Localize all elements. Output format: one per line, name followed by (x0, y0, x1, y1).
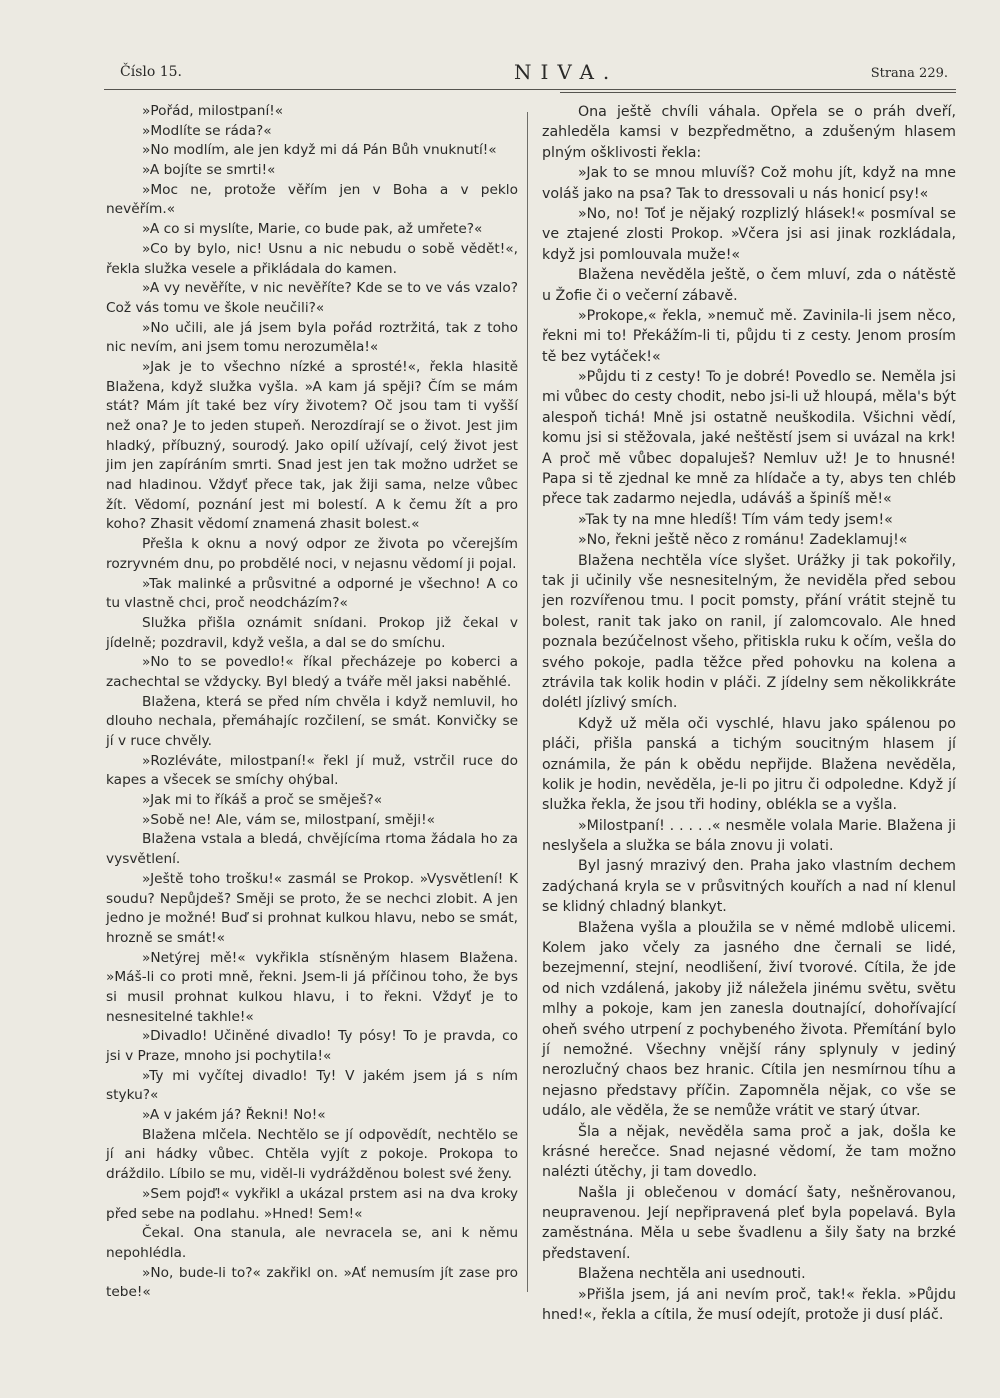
paragraph: »A co si myslíte, Marie, co bude pak, až umřete?« (142, 221, 483, 238)
paragraph: »Ještě toho trošku!« zasmál se Prokop. »Vysvětlení! K soudu? Nepůjdeš? Směji se proto, že se nechci zlobit. A jen jedno je možné! Buď si prohnat kulkou hlavu, nebo se smát, hrozně se smát!« (106, 870, 518, 946)
issue-number: Číslo 15. (120, 64, 182, 80)
paragraph: »Jak mi to říkáš a proč se směješ?« (142, 792, 383, 809)
paragraph: »Sobě ne! Ale, vám se, milostpaní, směji!« (142, 811, 435, 828)
paragraph: »No, řekni ještě něco z románu! Zadeklamuj!« (578, 532, 908, 549)
paragraph: »Jak je to všechno nízké a sprosté!«, řekla hlasitě Blažena, když služka vyšla. »A kam já spěji? Čím se mám stát? Mám jít také bez víry životem? Oč jsou tam ti vyšší než ona? Je to jeden stupeň. Nerozdírají se o život. Jest jim hladký, příbuzný, sourodý. Jako opilí užívají, celý život jest jim jen zapíráním smrti. Snad jest jen tak možno udržet se nad hladinou. Vždyť přece tak, jak žiji sama, nelze vůbec žít. Vědomí, poznání jest mi bolestí. A k čemu žít a pro koho? Zhasit vědomí znamená zhasit bolest.« (106, 358, 518, 533)
paragraph: Blažena nevěděla ještě, o čem mluví, zda o nátěstě u Žofie či o večerní zábavě. (542, 267, 956, 304)
paragraph: »No učili, ale já jsem byla pořád roztržitá, tak z toho nic nevím, ani jsem tomu nerozuměla!« (106, 319, 518, 356)
paragraph: Byl jasný mrazivý den. Praha jako vlastním dechem zadýchaná kryla se v průsvitných kouřích a nad ní klenul se klidný chladný blankyt. (542, 858, 956, 916)
paragraph: »Jak to se mnou mluvíš? Což mohu jít, když na mne voláš jako na psa? Tak to dressovali u nás honicí psy!« (542, 165, 956, 202)
paragraph: »Netýrej mě!« vykřikla stísněným hlasem Blažena. »Máš-li co proti mně, řekni. Jsem-li já příčinou toho, že bys si musil prohnat kulkou hlavu, i to řekni. Vždyť je to nesnesitelné takhle!« (106, 949, 518, 1025)
right-column (542, 102, 956, 1325)
paragraph: Služka přišla oznámit snídani. Prokop již čekal v jídelně; pozdravil, když vešla, a dal se do smíchu. (106, 614, 518, 651)
paragraph: »Modlíte se ráda?« (142, 122, 272, 139)
paragraph: Blažena nechtěla ani usednouti. (578, 1266, 806, 1283)
paragraph: »Pořád, milostpaní!« (142, 103, 284, 119)
paragraph: »Sem pojď!« vykřikl a ukázal prstem asi na dva kroky před sebe na podlahu. »Hned! Sem!« (106, 1185, 518, 1222)
paragraph: Když už měla oči vyschlé, hlavu jako spálenou po pláči, přišla panská a tichým soucitným hlasem jí oznámila, že pán k obědu nepřijde. Blažena nevěděla, kolik je hodin, nevěděla, je-li po jitru či odpoledne. Když jí služka řekla, že jsou tři hodiny, oblékla se a vyšla. (542, 715, 956, 814)
paragraph: »Rozléváte, milostpaní!« řekl jí muž, vstrčil ruce do kapes a všecek se smíchy ohýbal. (106, 752, 518, 789)
paragraph: »Přišla jsem, já ani nevím proč, tak!« řekla. »Půjdu hned!«, řekla a cítila, že musí odejít, protože ji dusí pláč. (542, 1286, 956, 1324)
page-header (104, 60, 956, 90)
paragraph: Blažena nechtěla více slyšet. Urážky ji tak pokořily, tak ji učinily vše nesnesitelným, že neviděla před sebou jen rozvířenou tmu. I pocit pomsty, přání vrátit stejně tu bolest, ranit tak jako on ranil, jí zalomcovalo. Ale hned poznala bezúčelnost všeho, přitiskla ruku k očím, vešla do svého pokoje, padla těžce před pohovku na kolena a ztrávila tak kolik hodin v pláči. Z jídelny sem několikkráte dolétl jízlivý smích. (542, 552, 956, 712)
paragraph: »No to se povedlo!« říkal přecházeje po koberci a zachechtal se vždycky. Byl bledý a tváře měl jaksi naběhlé. (106, 654, 518, 690)
left-column (106, 102, 518, 1303)
paragraph: »A v jakém já? Řekni! No!« (142, 1107, 326, 1124)
paragraph: »Moc ne, protože věřím jen v Boha a v peklo nevěřím.« (106, 181, 518, 218)
paragraph: »Tak ty na mne hledíš! Tím vám tedy jsem!« (578, 511, 893, 528)
paragraph: Blažena, která se před ním chvěla i když nemluvil, ho dlouho nechala, přemáhajíc rozčilení, se smát. Konvičky se jí v ruce chvěly. (106, 693, 518, 749)
paragraph: »A vy nevěříte, v nic nevěříte? Kde se to ve vás vzalo? Což vás tomu ve škole neučili?« (106, 280, 518, 316)
paragraph: »A bojíte se smrti!« (142, 162, 276, 179)
header-rule-secondary (560, 92, 956, 93)
paragraph: »Ty mi vyčítej divadlo! Ty! V jakém jsem já s ním styku?« (106, 1067, 518, 1104)
column-divider (527, 112, 528, 1292)
paragraph: »No, no! Toť je nějaký rozplizlý hlásek!« posmíval se ve ztajené zlosti Prokop. »Včera jsi asi jinak rozkládala, když jsi pomlouvala muže!« (542, 205, 956, 263)
paragraph: Přešla k oknu a nový odpor ze života po včerejším rozryvném dnu, po probdělé noci, v nejasnu vědomí ji pojal. (106, 536, 518, 572)
header-rule (104, 89, 956, 90)
paragraph: »Půjdu ti z cesty! To je dobré! Povedlo se. Neměla jsi mi vůbec do cesty chodit, nebo jsi-li už hloupá, měla's být alespoň tichá! Mně jsi ostatně neuškodila. Všichni vědí, komu jsi si stěžovala, jaké neštěstí jsem si uvázal na krk! A proč mě vůbec dopaluješ? Nemluv už! Je to hnusné! Papa si tě zjednal ke mně za hlídače a ty, abys ten chléb přece tak zadarmo nejedla, udáváš a špiníš mě!« (542, 369, 956, 508)
paragraph: »Tak malinké a průsvitné a odporné je všechno! A co tu vlastně chci, proč neodcházím?« (106, 575, 518, 612)
paragraph: Šla a nějak, nevěděla sama proč a jak, došla ke krásné herečce. Snad nejasné vědomí, že tam možno nalézti útěchy, ji tam dovedlo. (542, 1123, 956, 1181)
magazine-title: NIVA. (514, 60, 619, 84)
paragraph: »No, bude-li to?« zakřikl on. »Ať nemusím jít zase pro tebe!« (106, 1264, 518, 1301)
paragraph: »Milostpaní! . . . . .« nesměle volala Marie. Blažena ji neslyšela a služka se bála znovu ji volati. (542, 817, 956, 855)
paragraph: »Prokope,« řekla, »nemuč mě. Zavinila-li jsem něco, řekni mi to! Překážím-li ti, půjdu ti z cesty. Jenom prosím tě bez vytáček!« (542, 307, 956, 365)
paragraph: Čekal. Ona stanula, ale nevracela se, ani k němu nepohlédla. (106, 1225, 518, 1261)
paragraph: »No modlím, ale jen když mi dá Pán Bůh vnuknutí!« (142, 142, 497, 159)
paragraph: Blažena vstala a bledá, chvějícíma rtoma žádala ho za vysvětlení. (106, 831, 518, 868)
paragraph: Ona ještě chvíli váhala. Opřela se o práh dveří, zahleděla kamsi v bezpředmětno, a zdušeným hlasem plným ošklivosti řekla: (542, 104, 956, 161)
paragraph: »Divadlo! Učiněné divadlo! Ty pósy! To je pravda, co jsi v Praze, mnoho jsi pochytila!« (106, 1028, 518, 1064)
paragraph: »Co by bylo, nic! Usnu a nic nebudu o sobě vědět!«, řekla služka vesele a přikládala do kamen. (106, 240, 518, 277)
paragraph: Blažena mlčela. Nechtělo se jí odpovědít, nechtělo se jí ani hádky vůbec. Chtěla vyjít z pokoje. Prokopa to dráždilo. Líbilo se mu, viděl-li vydrážděnou bolest své ženy. (106, 1126, 518, 1183)
paragraph: Našla ji oblečenou v domácí šaty, nešněrovanou, neupravenou. Její nepřipravená pleť byla popelavá. Byla zaměstnána. Měla u sebe švadlenu a šily šaty na brzké představení. (542, 1184, 956, 1262)
page-number: Strana 229. (870, 66, 948, 81)
paragraph: Blažena vyšla a ploužila se v němé mdlobě ulicemi. Kolem jako včely za jasného dne černali se lidé, bezejmenní, stejní, neodlišení, živí tvorové. Cítila, že jde od nich vzdálená, jakoby již náležela jinému světu, světu mlhy a pokoje, kam jen zanesla doutnající, dohořívající oheň svého utrpení z pochybeného života. Přemítání bylo jí nemožné. Všechny vnější rány splynuly v jediný nerozlučný chaos bez hranic. Cítila jen nesmírnou tíhu a nejasno představy příčin. Zapomněla nějak, co vše se událo, ale věděla, že se nemůže vrátit ve starý útvar. (542, 919, 956, 1120)
